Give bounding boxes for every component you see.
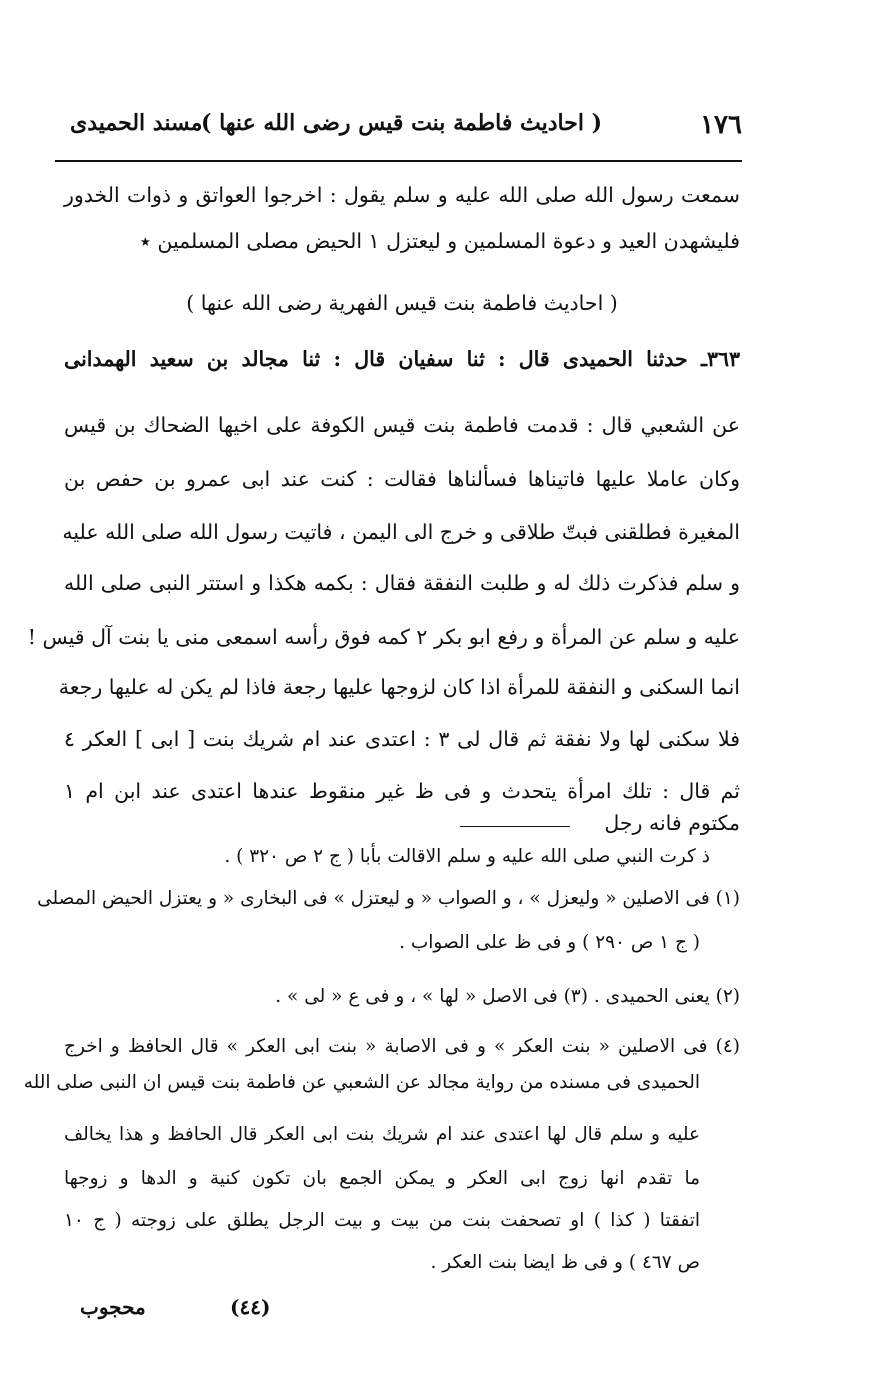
body-line: انما السكنى و النفقة للمرأة اذا كان لزوجها عليها رجعة فاذا لم يكن له عليها رجعة: [58, 675, 740, 699]
book-title: مسند الحميدى: [70, 110, 203, 136]
body-line: عن الشعبي قال : قدمت فاطمة بنت قيس الكوفة على اخيها الضحاك بن قيس: [64, 413, 740, 437]
running-title: ( احاديث فاطمة بنت قيس رضى الله عنها ): [201, 110, 602, 136]
hadith-heading: ٣٦٣ـ حدثنا الحميدى قال : ثنا سفيان قال : ثنا مجالد بن سعيد الهمدانى: [64, 347, 740, 371]
body-line: مكتوم فانه رجل: [604, 811, 740, 835]
signature-word: محجوب: [80, 1295, 146, 1319]
body-line: و سلم فذكرت ذلك له و طلبت النفقة فقال : بكمه هكذا و استتر النبى صلى الله: [64, 571, 740, 595]
footnote-line: الحميدى فى مسنده من رواية مجالد عن الشعبي عن فاطمة بنت قيس ان النبى صلى الله: [23, 1072, 700, 1093]
sheet-number: (٤٤): [230, 1295, 271, 1319]
footnote-line: (٤) فى الاصلين « بنت العكر » و فى الاصابة « بنت ابى العكر » قال الحافظ و اخرج: [64, 1036, 740, 1057]
footnote-line: ما تقدم انها زوج ابى العكر و يمكن الجمع بان تكون كنية و الدها و زوجها: [64, 1168, 700, 1189]
body-line: فلا سكنى لها ولا نفقة ثم قال لى ٣ : اعتدى عند ام شريك بنت [ ابى ] العكر ٤: [64, 727, 741, 751]
footnote-line: ص ٤٦٧ ) و فى ظ ايضا بنت العكر .: [430, 1252, 700, 1273]
footnote-line: اتفقتا ( كذا ) او تصحفت بنت من بيت و بيت الرجل يطلق على زوجته ( ج ١٠: [64, 1210, 700, 1231]
page-number: ١٧٦: [700, 110, 742, 140]
header-rule: [55, 160, 742, 162]
body-line: عليه و سلم عن المرأة و رفع ابو بكر ٢ كمه فوق رأسه اسمعى منى يا بنت آل قيس !: [27, 625, 740, 649]
footnote-line: ( ج ١ ص ٢٩٠ ) و فى ظ على الصواب .: [399, 932, 700, 953]
footnote-line: (٢) يعنى الحميدى . (٣) فى الاصل « لها » ، و فى ع « لى » .: [275, 986, 740, 1007]
body-line: فليشهدن العيد و دعوة المسلمين و ليعتزل ١ الحيض مصلى المسلمين ٭: [139, 229, 740, 253]
footnote-line: عليه و سلم قال لها اعتدى عند ام شريك بنت ابى العكر قال الحافظ و هذا يخالف: [64, 1124, 700, 1145]
page-footer: [80, 1295, 300, 1329]
section-title: ( احاديث فاطمة بنت قيس الفهرية رضى الله عنها ): [186, 291, 618, 315]
page-header: [60, 110, 742, 150]
body-line: المغيرة فطلقنى فبتّ طلاقى و خرج الى اليمن ، فاتيت رسول الله صلى الله عليه: [62, 520, 740, 544]
body-line: سمعت رسول الله صلى الله عليه و سلم يقول : اخرجوا العواتق و ذوات الخدور: [64, 183, 740, 207]
marginal-note: ذ كرت النبي صلى الله عليه و سلم الاقالت بأبا ( ج ٢ ص ٣٢٠ ) .: [224, 846, 710, 867]
footnote-line: (١) فى الاصلين « وليعزل » ، و الصواب « و ليعتزل » فى البخارى « و يعتزل الحيض المصلى: [37, 888, 740, 909]
continuation-rule: [460, 826, 570, 827]
body-line: ثم قال : تلك امرأة يتحدث و فى ظ غير منقوط عندها اعتدى عند ابن ام ١: [64, 779, 740, 803]
body-line: وكان عاملا عليها فاتيناها فسألناها فقالت : كنت عند ابى عمرو بن حفص بن: [64, 467, 740, 491]
